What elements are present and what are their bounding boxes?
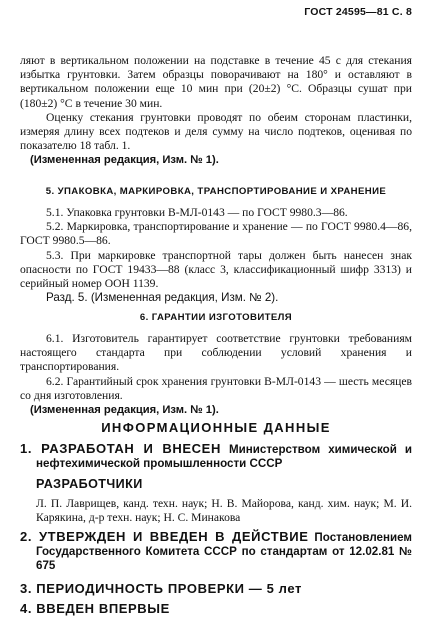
- intro-paragraph-1: ляют в вертикальном положении на подставке в течение 45 с для стекания избытка грунтовки. Затем образцы поворачивают на 180° и оставляют в вертикальном положении еще 10 мин при (20±2) °С. Образцы сушат при (180±2) °С в течение 30 мин.: [20, 54, 412, 110]
- section-5-item-3: 5.3. При маркировке транспортной тары должен быть нанесен знак опасности по ГОСТ 19433—88 (класс 3, классификационный шифр 3313) и серийный номер ООН 1139.: [20, 248, 412, 291]
- section-5-item-1: 5.1. Упаковка грунтовки В-МЛ-0143 — по ГОСТ 9980.3—86.: [46, 206, 348, 219]
- info-data-title: ИНФОРМАЦИОННЫЕ ДАННЫЕ: [101, 420, 331, 435]
- page-header: ГОСТ 24595—81 С. 8: [304, 6, 412, 18]
- section-6-item-2: 6.2. Гарантийный срок хранения грунтовки В-МЛ-0143 — шесть месяцев со дня изготовления.: [20, 374, 412, 402]
- intro-amendment-note: (Измененная редакция, Изм. № 1).: [30, 154, 219, 167]
- developers-title: РАЗРАБОТЧИКИ: [36, 477, 143, 492]
- section-5-amendment-note: Разд. 5. (Измененная редакция, Изм. № 2).: [46, 291, 279, 305]
- info-item-2: [20, 530, 412, 574]
- info-item-3: 3. ПЕРИОДИЧНОСТЬ ПРОВЕРКИ — 5 лет: [20, 580, 302, 596]
- intro-paragraph-2: Оценку стекания грунтовки проводят по обеим сторонам пластинки, измеряя длину всех подтеков и деля сумму на число подтеков, оценивая по показателю 18 табл. 1.: [20, 110, 412, 153]
- info-item-4: 4. ВВЕДЕН ВПЕРВЫЕ: [20, 600, 170, 616]
- intro-block: [20, 54, 412, 168]
- info-item-1: [20, 442, 412, 471]
- section-5-title: 5. УПАКОВКА, МАРКИРОВКА, ТРАНСПОРТИРОВАНИЕ И ХРАНЕНИЕ: [45, 186, 387, 197]
- section-5-body: [20, 206, 412, 305]
- info-item-1-text: Министерством химической и нефтехимической промышленности СССР: [36, 443, 412, 471]
- section-5-item-2: 5.2. Маркировка, транспортирование и хранение — по ГОСТ 9980.4—86, ГОСТ 9980.5—86.: [20, 220, 412, 248]
- info-item-2-lead: 2. УТВЕРЖДЕН И ВВЕДЕН В ДЕЙСТВИЕ: [20, 529, 309, 545]
- section-6-body: [20, 332, 412, 417]
- section-6-item-1: 6.1. Изготовитель гарантирует соответствие грунтовки требованиям настоящего стандарта при соблюдении условий хранения и транспортирования.: [20, 332, 412, 374]
- info-data-list: [20, 442, 412, 616]
- section-6-amendment-note: (Измененная редакция, Изм. № 1).: [30, 404, 219, 417]
- info-item-2-text: Постановлением Государственного Комитета СССР по стандартам от 12.02.81 № 675: [36, 531, 412, 573]
- developers-list: Л. П. Лаврищев, канд. техн. наук; Н. В. Майорова, канд. хим. наук; М. И. Карякина, д-р техн. наук; Н. С. Минакова: [36, 496, 412, 524]
- section-6-title: 6. ГАРАНТИИ ИЗГОТОВИТЕЛЯ: [139, 312, 293, 323]
- info-item-1-lead: 1. РАЗРАБОТАН И ВНЕСЕН: [20, 441, 221, 456]
